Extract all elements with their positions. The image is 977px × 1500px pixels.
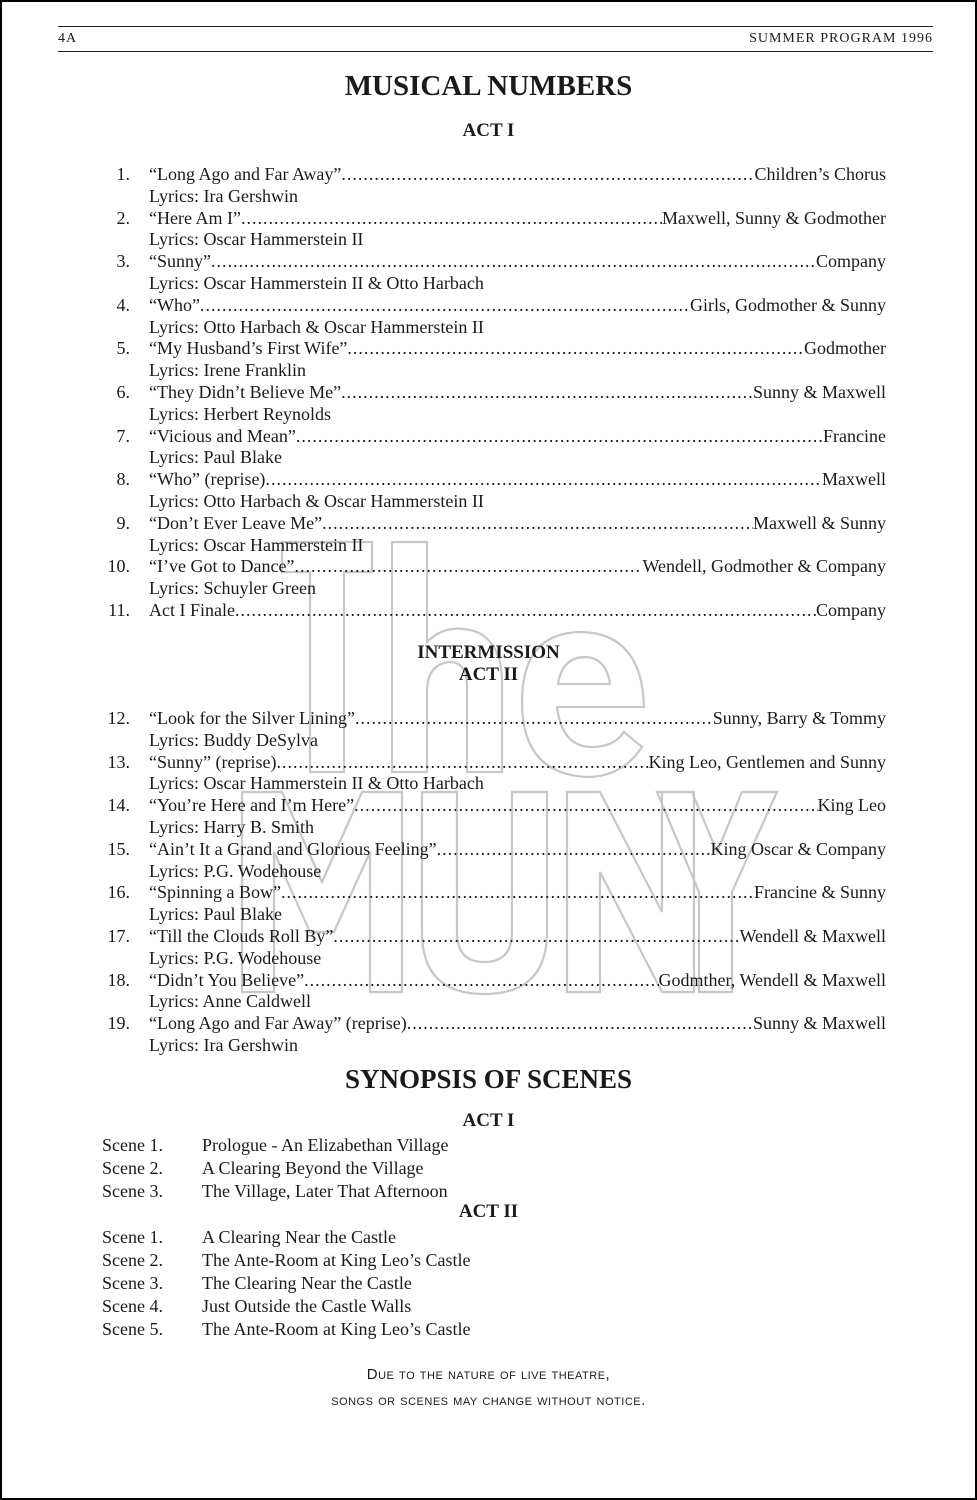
scene-number: Scene 1. xyxy=(102,1135,163,1155)
performers: Maxwell & Sunny xyxy=(753,512,886,533)
song-title: “Long Ago and Far Away” (reprise) xyxy=(149,1013,407,1034)
dot-leader xyxy=(296,426,823,447)
dot-leader xyxy=(341,164,754,185)
act1-musical-numbers xyxy=(102,164,886,622)
number-index: 10. xyxy=(107,556,130,577)
song-title: “Vicious and Mean” xyxy=(149,425,296,446)
number-index: 3. xyxy=(116,251,130,272)
dot-leader xyxy=(265,469,822,490)
lyrics-credit: Lyrics: Schuyler Green xyxy=(149,578,316,599)
synopsis-title: SYNOPSIS OF SCENES xyxy=(344,1064,633,1094)
dot-leader xyxy=(341,382,753,403)
song-title: “Who” (reprise) xyxy=(149,469,266,490)
performers: Sunny & Maxwell xyxy=(753,381,886,402)
musical-number-row xyxy=(102,164,886,186)
program-title: SUMMER PROGRAM 1996 xyxy=(749,31,933,46)
dot-leader xyxy=(437,839,711,860)
scene-description: The Village, Later That Afternoon xyxy=(202,1181,448,1201)
scene-description: The Ante-Room at King Leo’s Castle xyxy=(202,1319,471,1339)
dot-leader xyxy=(235,600,816,621)
performers: Girls, Godmother & Sunny xyxy=(690,294,886,315)
performers: Children’s Chorus xyxy=(754,164,886,184)
musical-numbers-title: MUSICAL NUMBERS xyxy=(344,70,633,102)
lyrics-credit: Lyrics: Paul Blake xyxy=(149,447,282,468)
performers: Maxwell, Sunny & Godmother xyxy=(662,207,886,228)
page-header xyxy=(58,26,933,52)
synopsis-act2-scenes xyxy=(102,1227,702,1342)
lyrics-credit: Lyrics: Ira Gershwin xyxy=(149,185,298,206)
song-title: “Spinning a Bow” xyxy=(149,882,281,903)
lyrics-credit: Lyrics: Otto Harbach & Oscar Hammerstein II xyxy=(149,490,484,511)
number-index: 2. xyxy=(116,207,130,228)
scene-row xyxy=(102,1250,702,1273)
musical-number-row xyxy=(102,970,886,992)
lyrics-credit: Lyrics: Harry B. Smith xyxy=(149,816,314,837)
song-title: “Till the Clouds Roll By” xyxy=(149,925,334,946)
synopsis-act2-heading: ACT II xyxy=(458,1201,519,1222)
page-number: 4A xyxy=(58,31,78,46)
scene-number: Scene 2. xyxy=(102,1250,163,1270)
musical-number-row xyxy=(102,708,886,730)
musical-number-row xyxy=(102,795,886,817)
performers: Company xyxy=(816,599,886,620)
song-title: “Long Ago and Far Away” xyxy=(149,164,342,184)
notice-line-2: songs or scenes may change without notice. xyxy=(331,1392,646,1409)
number-index: 15. xyxy=(107,838,130,859)
number-line xyxy=(149,708,886,729)
lyrics-credit: Lyrics: Herbert Reynolds xyxy=(149,403,331,424)
number-line xyxy=(149,513,886,534)
musical-number-row xyxy=(102,208,886,230)
dot-leader xyxy=(355,708,713,729)
musical-number-row xyxy=(102,882,886,904)
scene-number: Scene 2. xyxy=(102,1158,163,1178)
scene-number: Scene 4. xyxy=(102,1296,163,1316)
musical-number-row xyxy=(102,839,886,861)
musical-number-row xyxy=(102,752,886,774)
number-index: 1. xyxy=(116,164,130,184)
scene-description: Just Outside the Castle Walls xyxy=(202,1296,412,1316)
lyrics-credit: Lyrics: P.G. Wodehouse xyxy=(149,860,322,881)
number-line xyxy=(149,338,886,359)
song-title: Act I Finale xyxy=(149,599,235,620)
number-line xyxy=(149,882,886,903)
song-title: “Here Am I” xyxy=(149,207,241,228)
musical-number-row xyxy=(102,469,886,491)
lyrics-credit: Lyrics: Oscar Hammerstein II xyxy=(149,534,364,555)
intermission-heading: INTERMISSION xyxy=(417,642,560,663)
song-title: “You’re Here and I’m Here” xyxy=(149,795,355,816)
song-title: “Sunny” (reprise) xyxy=(149,751,277,772)
scene-row xyxy=(102,1158,702,1181)
performers: Sunny & Maxwell xyxy=(753,1013,886,1034)
number-index: 17. xyxy=(107,925,130,946)
lyrics-credit: Lyrics: P.G. Wodehouse xyxy=(149,947,322,968)
dot-leader xyxy=(276,752,648,773)
musical-number-row xyxy=(102,338,886,360)
song-title: “My Husband’s First Wife” xyxy=(149,338,348,359)
synopsis-act1-scenes xyxy=(102,1135,702,1204)
musical-number-row xyxy=(102,513,886,535)
act2-heading: ACT II xyxy=(458,664,519,685)
lyrics-credit: Lyrics: Otto Harbach & Oscar Hammerstein II xyxy=(149,316,484,337)
dot-leader xyxy=(347,338,804,359)
lyrics-credit: Lyrics: Irene Franklin xyxy=(149,360,306,381)
musical-number-row xyxy=(102,426,886,448)
act2-musical-numbers xyxy=(102,708,886,1057)
dot-leader xyxy=(281,882,754,903)
dot-leader xyxy=(241,208,662,229)
number-line xyxy=(149,469,886,490)
scene-number: Scene 3. xyxy=(102,1273,163,1293)
dot-leader xyxy=(333,926,739,947)
song-title: “They Didn’t Believe Me” xyxy=(149,381,342,402)
performers: Francine xyxy=(823,425,886,446)
notice-line-1: Due to the nature of live theatre, xyxy=(366,1366,611,1383)
lyrics-credit: Lyrics: Paul Blake xyxy=(149,904,282,925)
musical-number-row xyxy=(102,556,886,578)
number-line xyxy=(149,164,886,185)
scene-row xyxy=(102,1273,702,1296)
number-index: 12. xyxy=(107,708,130,728)
performers: Francine & Sunny xyxy=(754,882,886,903)
performers: Company xyxy=(816,251,886,272)
number-line xyxy=(149,295,886,316)
song-title: “Who” xyxy=(149,294,200,315)
performers: King Oscar & Company xyxy=(710,838,886,859)
musical-number-row xyxy=(102,295,886,317)
lyrics-credit: Lyrics: Buddy DeSylva xyxy=(149,729,318,750)
dot-leader xyxy=(407,1013,753,1034)
number-line xyxy=(149,251,886,272)
performers: Wendell & Maxwell xyxy=(739,925,886,946)
dot-leader xyxy=(354,795,817,816)
number-line xyxy=(149,970,886,991)
number-line xyxy=(149,1013,886,1034)
number-index: 9. xyxy=(116,512,130,533)
scene-row xyxy=(102,1227,702,1250)
number-line xyxy=(149,926,886,947)
scene-row xyxy=(102,1296,702,1319)
lyrics-credit: Lyrics: Oscar Hammerstein II & Otto Harbach xyxy=(149,773,484,794)
number-index: 13. xyxy=(107,751,130,772)
lyrics-credit: Lyrics: Anne Caldwell xyxy=(149,991,311,1012)
performers: King Leo, Gentlemen and Sunny xyxy=(648,751,886,772)
song-title: “Don’t Ever Leave Me” xyxy=(149,512,323,533)
performers: Maxwell xyxy=(822,469,886,490)
dot-leader xyxy=(322,513,753,534)
song-title: “Sunny” xyxy=(149,251,211,272)
musical-number-row xyxy=(102,1013,886,1035)
lyrics-credit: Lyrics: Oscar Hammerstein II & Otto Harbach xyxy=(149,272,484,293)
number-index: 11. xyxy=(108,599,130,620)
number-line xyxy=(149,208,886,229)
musical-number-row xyxy=(102,926,886,948)
number-line xyxy=(149,382,886,403)
scene-description: The Ante-Room at King Leo’s Castle xyxy=(202,1250,471,1270)
song-title: “I’ve Got to Dance” xyxy=(149,556,295,577)
scene-description: A Clearing Beyond the Village xyxy=(202,1158,424,1178)
number-line xyxy=(149,426,886,447)
number-line xyxy=(149,795,886,816)
act1-heading: ACT I xyxy=(462,120,515,141)
scene-description: A Clearing Near the Castle xyxy=(202,1227,396,1247)
performers: Sunny, Barry & Tommy xyxy=(712,708,886,728)
number-index: 7. xyxy=(116,425,130,446)
dot-leader xyxy=(304,970,658,991)
lyrics-credit: Lyrics: Ira Gershwin xyxy=(149,1034,298,1055)
number-index: 19. xyxy=(107,1013,130,1034)
synopsis-act1-heading: ACT I xyxy=(462,1110,515,1131)
dot-leader xyxy=(211,251,816,272)
number-index: 16. xyxy=(107,882,130,903)
number-index: 18. xyxy=(107,969,130,990)
number-index: 8. xyxy=(116,469,130,490)
musical-number-row xyxy=(102,382,886,404)
performers: Godmother xyxy=(804,338,886,359)
dot-leader xyxy=(294,556,642,577)
number-index: 5. xyxy=(116,338,130,359)
lyrics-credit: Lyrics: Oscar Hammerstein II xyxy=(149,229,364,250)
musical-number-row xyxy=(102,251,886,273)
number-line xyxy=(149,839,886,860)
song-title: “Look for the Silver Lining” xyxy=(149,708,355,728)
scene-number: Scene 3. xyxy=(102,1181,163,1201)
scene-number: Scene 5. xyxy=(102,1319,163,1339)
performers: King Leo xyxy=(817,795,886,816)
scene-description: The Clearing Near the Castle xyxy=(202,1273,412,1293)
number-index: 14. xyxy=(107,795,130,816)
number-index: 6. xyxy=(116,381,130,402)
song-title: “Ain’t It a Grand and Glorious Feeling” xyxy=(149,838,437,859)
performers: Wendell, Godmother & Company xyxy=(642,556,886,577)
scene-row xyxy=(102,1135,702,1158)
scene-row xyxy=(102,1319,702,1342)
number-index: 4. xyxy=(116,294,130,315)
performers: Godmther, Wendell & Maxwell xyxy=(658,969,886,990)
scene-number: Scene 1. xyxy=(102,1227,163,1247)
number-line xyxy=(149,556,886,577)
number-line xyxy=(149,600,886,621)
number-line xyxy=(149,752,886,773)
musical-number-row xyxy=(102,600,886,622)
song-title: “Didn’t You Believe” xyxy=(149,969,305,990)
dot-leader xyxy=(200,295,690,316)
scene-description: Prologue - An Elizabethan Village xyxy=(202,1135,449,1155)
